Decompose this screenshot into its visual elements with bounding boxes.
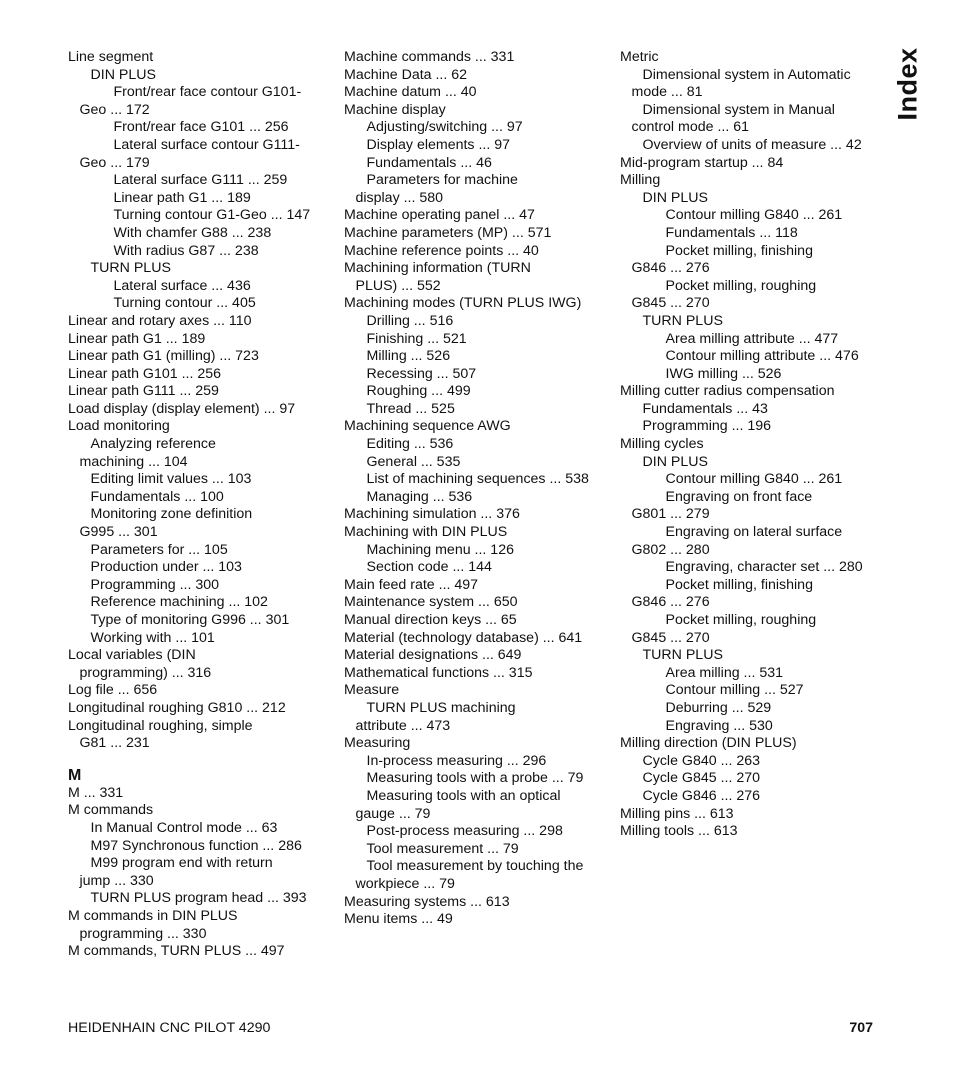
index-entry: DIN PLUS — [642, 189, 708, 206]
index-entry: DIN PLUS — [642, 453, 708, 470]
index-entry-continuation: gauge ... 79 — [355, 805, 431, 822]
index-entry: Engraving on lateral surface — [665, 524, 843, 541]
index-entry: Machining menu ... 126 — [366, 541, 514, 558]
index-entry: Contour milling attribute ... 476 — [665, 348, 859, 365]
index-entry: Dimensional system in Manual — [642, 101, 835, 118]
index-entry-continuation: Geo ... 179 — [79, 154, 150, 171]
index-entry: Area milling attribute ... 477 — [665, 330, 839, 347]
index-entry: Reference machining ... 102 — [90, 594, 268, 611]
index-entry: Production under ... 103 — [90, 559, 242, 576]
index-entry: TURN PLUS — [90, 260, 171, 277]
index-entry-continuation: machining ... 104 — [79, 453, 188, 470]
index-entry-continuation: workpiece ... 79 — [355, 875, 455, 892]
index-entry: Editing ... 536 — [366, 436, 454, 453]
index-entry: M97 Synchronous function ... 286 — [90, 837, 302, 854]
index-entry: Turning contour G1-Geo ... 147 — [113, 207, 311, 224]
index-entry: Linear path G1 ... 189 — [68, 330, 206, 347]
index-entry: M commands — [68, 802, 154, 819]
index-column-1 — [68, 49, 330, 961]
index-entry: TURN PLUS — [642, 647, 723, 664]
index-entry: M commands, TURN PLUS ... 497 — [68, 943, 285, 960]
index-entry: Engraving, character set ... 280 — [665, 559, 863, 576]
index-entry: Post-process measuring ... 298 — [366, 823, 563, 840]
index-entry: Programming ... 196 — [642, 418, 772, 435]
index-entry: Local variables (DIN — [68, 647, 196, 664]
index-entry-continuation: jump ... 330 — [79, 872, 154, 889]
index-entry-continuation: attribute ... 473 — [355, 717, 451, 734]
index-entry: Machine parameters (MP) ... 571 — [344, 224, 552, 241]
index-entry: TURN PLUS machining — [366, 699, 516, 716]
index-entry: In-process measuring ... 296 — [366, 752, 547, 769]
index-entry: Material (technology database) ... 641 — [344, 629, 583, 646]
side-title-tab — [893, 48, 923, 120]
index-entry: TURN PLUS — [642, 312, 723, 329]
index-entry: Engraving on front face — [665, 488, 813, 505]
index-entry-continuation: mode ... 81 — [631, 84, 703, 101]
footer-product-name: HEIDENHAIN CNC PILOT 4290 — [68, 1020, 271, 1036]
index-entry: Engraving ... 530 — [665, 717, 773, 734]
index-entry: Thread ... 525 — [366, 400, 455, 417]
index-entry: IWG milling ... 526 — [665, 365, 782, 382]
index-entry: Contour milling G840 ... 261 — [665, 207, 843, 224]
footer-page-number: 707 — [849, 1020, 873, 1036]
index-entry: Machine datum ... 40 — [344, 84, 477, 101]
index-entry: M commands in DIN PLUS — [68, 907, 238, 924]
index-entry: Measuring tools with an optical — [366, 787, 561, 804]
index-entry: Pocket milling, roughing — [665, 277, 817, 294]
index-entry: Parameters for ... 105 — [90, 541, 228, 558]
index-entry: Fundamentals ... 43 — [642, 400, 768, 417]
index-entry: Cycle G845 ... 270 — [642, 770, 761, 787]
index-entry: Main feed rate ... 497 — [344, 576, 479, 593]
index-entry: Display elements ... 97 — [366, 136, 511, 153]
index-entry: Cycle G840 ... 263 — [642, 752, 761, 769]
index-entry: Fundamentals ... 46 — [366, 154, 492, 171]
index-entry: Finishing ... 521 — [366, 330, 467, 347]
index-entry: Linear and rotary axes ... 110 — [68, 312, 252, 329]
index-entry: In Manual Control mode ... 63 — [90, 819, 278, 836]
index-entry: Linear path G101 ... 256 — [68, 365, 222, 382]
index-entry: Lateral surface contour G111- — [113, 136, 300, 153]
index-entry: Longitudinal roughing G810 ... 212 — [68, 699, 286, 716]
index-entry: Tool measurement by touching the — [366, 858, 584, 875]
index-entry: Mid-program startup ... 84 — [620, 154, 784, 171]
index-column-2 — [344, 49, 606, 929]
index-entry-continuation: G995 ... 301 — [79, 524, 158, 541]
index-entry: Machine Data ... 62 — [344, 66, 468, 83]
index-entry: Front/rear face G101 ... 256 — [113, 119, 289, 136]
index-entry: Load monitoring — [68, 418, 170, 435]
index-entry: Analyzing reference — [90, 436, 216, 453]
index-entry: Load display (display element) ... 97 — [68, 400, 296, 417]
index-entry-continuation: G802 ... 280 — [631, 541, 710, 558]
index-entry: Fundamentals ... 118 — [665, 224, 798, 241]
section-letter-heading: M — [68, 766, 82, 784]
index-entry: Lateral surface ... 436 — [113, 277, 251, 294]
index-entry: Material designations ... 649 — [344, 647, 522, 664]
index-entry: Milling tools ... 613 — [620, 823, 738, 840]
index-entry: With chamfer G88 ... 238 — [113, 224, 272, 241]
index-entry: Pocket milling, finishing — [665, 576, 813, 593]
index-entry: Managing ... 536 — [366, 488, 473, 505]
index-entry-continuation: G846 ... 276 — [631, 260, 710, 277]
index-entry: Area milling ... 531 — [665, 664, 783, 681]
index-entry: Deburring ... 529 — [665, 699, 772, 716]
index-entry: Dimensional system in Automatic — [642, 66, 851, 83]
index-entry: M ... 331 — [68, 784, 124, 801]
index-entry: Section code ... 144 — [366, 559, 492, 576]
index-entry: Recessing ... 507 — [366, 365, 477, 382]
index-entry-continuation: Geo ... 172 — [79, 101, 150, 118]
index-entry: Machine operating panel ... 47 — [344, 207, 535, 224]
index-entry: Machining sequence AWG — [344, 418, 511, 435]
index-entry: Measuring — [344, 735, 411, 752]
index-entry: Line segment — [68, 49, 154, 65]
index-entry: Cycle G846 ... 276 — [642, 787, 761, 804]
index-entry: Roughing ... 499 — [366, 383, 471, 400]
index-entry: Contour milling ... 527 — [665, 682, 804, 699]
index-entry: Linear path G111 ... 259 — [68, 383, 219, 400]
index-entry: M99 program end with return — [90, 855, 273, 872]
index-entry: Machine display — [344, 101, 446, 118]
index-entry: General ... 535 — [366, 453, 461, 470]
index-entry-continuation: programming ... 330 — [79, 925, 207, 942]
index-entry: Measuring tools with a probe ... 79 — [366, 770, 584, 787]
index-entry: Milling pins ... 613 — [620, 805, 734, 822]
index-entry: Tool measurement ... 79 — [366, 840, 519, 857]
index-entry-continuation: programming) ... 316 — [79, 664, 212, 681]
index-entry: Type of monitoring G996 ... 301 — [90, 612, 290, 628]
index-entry: Overview of units of measure ... 42 — [642, 136, 862, 153]
index-entry: Measuring systems ... 613 — [344, 893, 510, 910]
index-entry: Longitudinal roughing, simple — [68, 717, 253, 734]
index-entry: Adjusting/switching ... 97 — [366, 119, 523, 136]
index-entry: Front/rear face contour G101- — [113, 84, 302, 101]
index-entry: Machining information (TURN — [344, 260, 531, 277]
index-entry: Pocket milling, finishing — [665, 242, 813, 259]
index-entry: DIN PLUS — [90, 66, 156, 83]
index-entry: Monitoring zone definition — [90, 506, 253, 523]
index-entry: With radius G87 ... 238 — [113, 242, 259, 259]
index-entry: List of machining sequences ... 538 — [366, 471, 589, 488]
index-entry: Manual direction keys ... 65 — [344, 612, 517, 628]
index-column-3 — [620, 49, 882, 841]
index-entry-continuation: G845 ... 270 — [631, 629, 710, 646]
index-entry-continuation: G846 ... 276 — [631, 594, 710, 611]
index-entry: Parameters for machine — [366, 172, 518, 189]
index-entry-continuation: PLUS) ... 552 — [355, 277, 441, 294]
index-entry: Log file ... 656 — [68, 682, 158, 699]
index-entry-continuation: G801 ... 279 — [631, 506, 710, 523]
index-entry: Turning contour ... 405 — [113, 295, 256, 312]
index-entry-continuation: control mode ... 61 — [631, 119, 750, 136]
index-entry: Measure — [344, 682, 400, 699]
index-entry: Machine reference points ... 40 — [344, 242, 539, 259]
index-entry: Contour milling G840 ... 261 — [665, 471, 843, 488]
index-entry: Metric — [620, 49, 659, 65]
index-entry: Fundamentals ... 100 — [90, 488, 224, 505]
index-entry: Milling — [620, 172, 661, 189]
index-entry: Editing limit values ... 103 — [90, 471, 252, 488]
index-entry-continuation: G81 ... 231 — [79, 735, 150, 752]
index-entry: Mathematical functions ... 315 — [344, 664, 533, 681]
index-entry: TURN PLUS program head ... 393 — [90, 890, 307, 907]
index-entry: Lateral surface G111 ... 259 — [113, 172, 288, 189]
side-title: Index — [892, 47, 923, 121]
index-entry-continuation: display ... 580 — [355, 189, 444, 206]
index-entry: Programming ... 300 — [90, 576, 220, 593]
index-entry: Milling ... 526 — [366, 348, 451, 365]
index-entry-continuation: G845 ... 270 — [631, 295, 710, 312]
index-entry: Menu items ... 49 — [344, 911, 453, 928]
index-entry: Linear path G1 (milling) ... 723 — [68, 348, 259, 365]
index-entry: Linear path G1 ... 189 — [113, 189, 251, 206]
index-entry: Milling direction (DIN PLUS) — [620, 735, 797, 752]
index-entry: Maintenance system ... 650 — [344, 594, 518, 611]
index-entry: Milling cycles — [620, 436, 704, 453]
index-entry: Drilling ... 516 — [366, 312, 454, 329]
index-entry: Working with ... 101 — [90, 629, 215, 646]
index-entry: Pocket milling, roughing — [665, 612, 817, 628]
index-entry: Machine commands ... 331 — [344, 49, 515, 65]
index-entry: Machining simulation ... 376 — [344, 506, 520, 523]
index-entry: Machining with DIN PLUS — [344, 524, 508, 541]
index-entry: Milling cutter radius compensation — [620, 383, 835, 400]
index-entry: Machining modes (TURN PLUS IWG) — [344, 295, 582, 312]
